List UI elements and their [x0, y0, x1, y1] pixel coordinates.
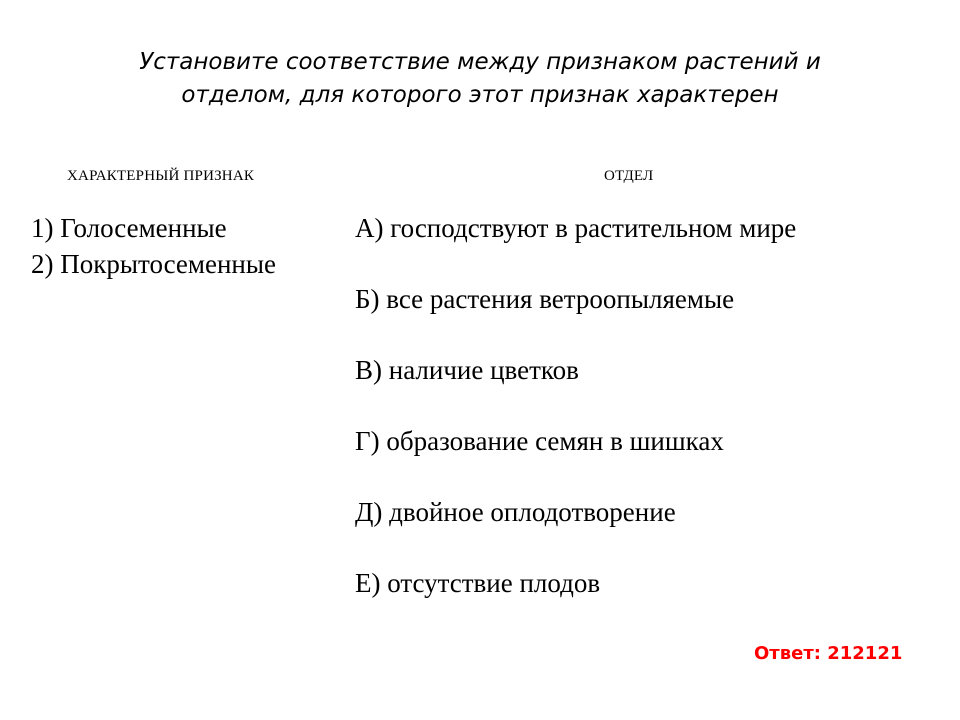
right-column-header: ОТДЕЛ [604, 168, 654, 184]
answer-text: Ответ: 212121 [754, 643, 903, 664]
list-item: 2) Покрытосеменные [31, 249, 277, 279]
list-item: Е) отсутствие плодов [355, 568, 601, 598]
list-item: А) господствуют в растительном мире [355, 213, 797, 243]
list-item: Г) образование семян в шишках [355, 426, 724, 456]
list-item: В) наличие цветков [355, 355, 579, 385]
page-title [60, 46, 900, 112]
title-line-1: Установите соответствие между признаком растений и [139, 49, 821, 75]
list-item: 1) Голосеменные [31, 213, 227, 243]
list-item: Б) все растения ветроопыляемые [355, 284, 735, 314]
option-list [355, 210, 796, 636]
list-item: Д) двойное оплодотворение [355, 497, 676, 527]
feature-list [31, 210, 276, 282]
left-column-header: ХАРАКТЕРНЫЙ ПРИЗНАК [67, 168, 255, 184]
title-line-2: отделом, для которого этот признак характерен [181, 82, 779, 108]
